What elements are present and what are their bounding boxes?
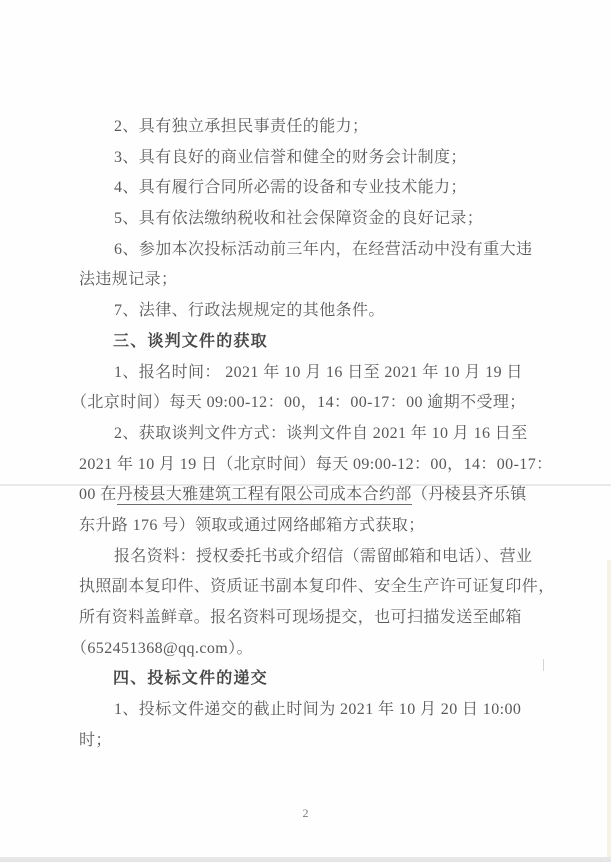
text-line: （652451368@qq.com）。 [71, 639, 253, 657]
scan-page-right-edge [607, 560, 611, 862]
text-segment: （丹棱县齐乐镇 [411, 486, 527, 504]
text-line: 7、法律、行政法规规定的其他条件。 [114, 302, 385, 320]
text-line: 法违规记录； [79, 271, 178, 289]
text-line: 1、投标文件递交的截止时间为 2021 年 10 月 20 日 10:00 [114, 701, 522, 719]
text-line: 时； [79, 731, 112, 749]
document-body [0, 112, 611, 756]
text-line: 1、报名时间： 2021 年 10 月 16 日至 2021 年 10 月 19 日 [114, 363, 523, 381]
text-line: 3、具有良好的商业信誉和健全的财务会计制度； [114, 148, 467, 166]
text-line: 6、参加本次投标活动前三年内，在经营活动中没有重大违 [114, 240, 533, 258]
text-line: 2、具有独立承担民事责任的能力； [114, 118, 369, 135]
text-line: 所有资料盖鲜章。报名资料可现场提交，也可扫描发送至邮箱 [79, 609, 522, 626]
text-line: （北京时间）每天 09:00-12：00，14：00-17：00 逾期不受理； [71, 394, 526, 412]
text-line: 报名资料：授权委托书或介绍信（需留邮箱和电话）、营业 [114, 547, 533, 565]
text-line: 2、获取谈判文件方式：谈判文件自 2021 年 10 月 16 日至 [114, 424, 528, 442]
section-heading: 三、谈判文件的获取 [113, 332, 268, 350]
text-segment: 00 在 [79, 486, 117, 504]
page-number: 2 [302, 806, 309, 820]
text-line: 4、具有履行合同所必需的设备和专业技术能力； [114, 179, 467, 197]
text-line: 2021 年 10 月 19 日（北京时间）每天 09:00-12：00，14：00-17： [79, 455, 553, 473]
scan-artifact-horizontal-line [0, 484, 611, 486]
underlined-company-name: 丹棱县大雅建筑工程有限公司成本合约部 [116, 486, 412, 504]
text-line: 东升路 176 号）领取或通过网络邮箱方式获取； [79, 516, 425, 534]
section-heading: 四、投标文件的递交 [113, 670, 268, 688]
text-line: 执照副本复印件、资质证书副本复印件、安全生产许可证复印件， [79, 578, 555, 596]
scan-page-bottom-edge [0, 857, 611, 862]
scan-artifact-vertical-line [543, 659, 544, 671]
text-line: 5、具有依法缴纳税收和社会保障资金的良好记录； [114, 210, 484, 228]
